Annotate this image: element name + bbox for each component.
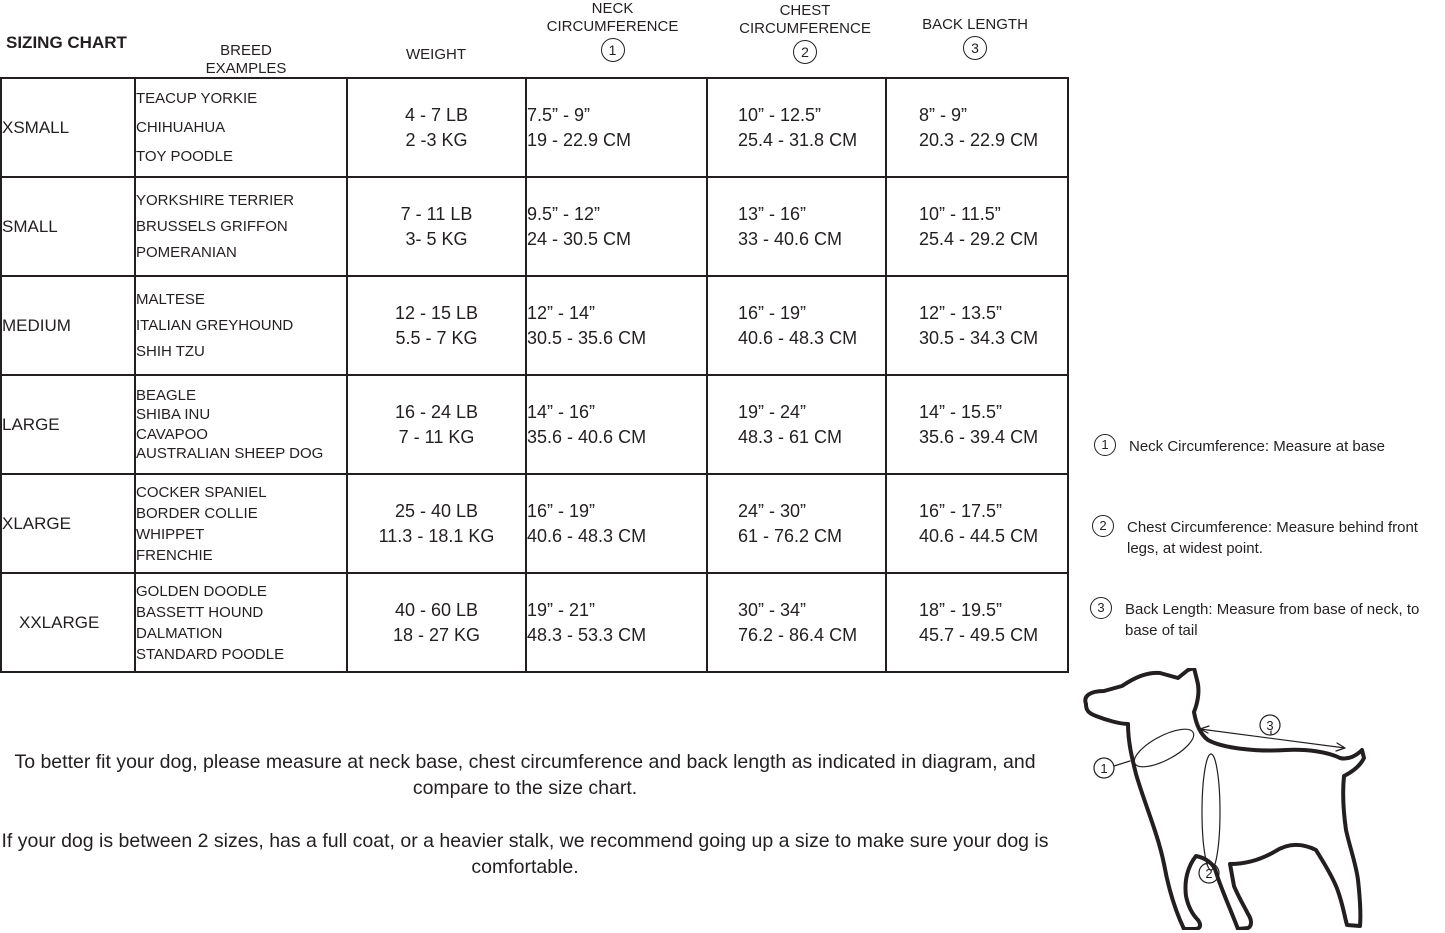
- weight-lb: 25 - 40 LB: [394, 500, 479, 521]
- size-cell: XXLARGE: [1, 573, 135, 672]
- weight-cell: [347, 78, 526, 177]
- breed-item: BASSETT HOUND: [136, 603, 264, 621]
- back-in: 14” - 15.5”: [919, 401, 1003, 422]
- chest-cm: 40.6 - 48.3 CM: [738, 327, 858, 348]
- chest-cm: 61 - 76.2 CM: [738, 525, 843, 546]
- breeds-cell: [135, 276, 347, 375]
- chest-label: 2: [1205, 866, 1213, 881]
- header-chest-label: CHEST CIRCUMFERENCE: [739, 2, 871, 37]
- breed-item: STANDARD POODLE: [136, 645, 285, 663]
- breed-item: MALTESE: [136, 290, 205, 308]
- header-neck-number: 1: [601, 38, 625, 62]
- chest-in: 19” - 24”: [738, 401, 807, 422]
- neck-cm: 30.5 - 35.6 CM: [527, 327, 647, 348]
- breed-item: BEAGLE: [136, 386, 197, 404]
- header-chest-number: 2: [793, 40, 817, 64]
- weight-kg: 18 - 27 KG: [392, 624, 481, 645]
- chest-cm: 48.3 - 61 CM: [738, 426, 843, 447]
- back-cm: 35.6 - 39.4 CM: [919, 426, 1039, 447]
- chest-cm: 76.2 - 86.4 CM: [738, 624, 858, 645]
- weight-cell: [347, 276, 526, 375]
- chest-cell: [707, 276, 886, 375]
- weight-kg: 5.5 - 7 KG: [395, 327, 478, 348]
- neck-cm: 35.6 - 40.6 CM: [527, 426, 647, 447]
- back-in: 10” - 11.5”: [919, 203, 1001, 224]
- weight-kg: 2 -3 KG: [405, 129, 468, 150]
- back-cell: [886, 573, 1068, 672]
- header-back-label: BACK LENGTH: [922, 16, 1028, 33]
- back-cell: [886, 375, 1068, 474]
- table-row: [1, 375, 1068, 474]
- fit-instructions: To better fit your dog, please measure at neck base, chest circumference and back length as indicated in diagram, and compare to the size chart.: [14, 751, 1036, 799]
- legend-text: Chest Circumference: Measure behind front legs, at widest point.: [1127, 519, 1418, 557]
- neck-cm: 40.6 - 48.3 CM: [527, 525, 647, 546]
- size-cell: LARGE: [1, 375, 135, 474]
- chest-in: 13” - 16”: [738, 203, 807, 224]
- size-cell: SMALL: [1, 177, 135, 276]
- breeds-cell: [135, 375, 347, 474]
- back-in: 16” - 17.5”: [919, 500, 1003, 521]
- back-cm: 20.3 - 22.9 CM: [919, 129, 1039, 150]
- weight-lb: 4 - 7 LB: [404, 104, 469, 125]
- size-cell: XSMALL: [1, 78, 135, 177]
- breeds-cell: [135, 573, 347, 672]
- breed-item: DALMATION: [136, 624, 223, 642]
- neck-cm: 24 - 30.5 CM: [527, 228, 632, 249]
- neck-cm: 48.3 - 53.3 CM: [527, 624, 647, 645]
- back-cell: [886, 78, 1068, 177]
- back-cm: 40.6 - 44.5 CM: [919, 525, 1039, 546]
- header-chest: [730, 2, 880, 64]
- weight-cell: [347, 375, 526, 474]
- legend-number: 1: [1094, 434, 1116, 456]
- breed-item: TEACUP YORKIE: [136, 90, 258, 107]
- header-neck: [540, 0, 685, 62]
- weight-lb: 40 - 60 LB: [394, 599, 479, 620]
- weight-cell: [347, 177, 526, 276]
- weight-lb: 7 - 11 LB: [400, 203, 473, 224]
- breed-item: GOLDEN DOODLE: [136, 582, 267, 600]
- chest-cell: [707, 375, 886, 474]
- chest-cell: [707, 78, 886, 177]
- sizing-table: [0, 77, 1069, 673]
- weight-kg: 11.3 - 18.1 KG: [378, 525, 495, 546]
- back-label: 3: [1266, 718, 1274, 733]
- chest-in: 30” - 34”: [738, 599, 807, 620]
- weight-cell: [347, 573, 526, 672]
- chest-cell: [707, 573, 886, 672]
- neck-in: 12” - 14”: [527, 302, 596, 323]
- chest-cell: [707, 177, 886, 276]
- weight-lb: 16 - 24 LB: [394, 401, 479, 422]
- breed-item: CHIHUAHUA: [136, 119, 226, 136]
- neck-in: 9.5” - 12”: [527, 203, 601, 224]
- breeds-cell: [135, 177, 347, 276]
- size-cell: XLARGE: [1, 474, 135, 573]
- breed-item: YORKSHIRE TERRIER: [136, 191, 295, 209]
- weight-lb: 12 - 15 LB: [394, 302, 479, 323]
- table-row: [1, 276, 1068, 375]
- breed-item: BRUSSELS GRIFFON: [136, 217, 288, 235]
- back-in: 12” - 13.5”: [919, 302, 1003, 323]
- dog-measurement-diagram: [1078, 668, 1370, 930]
- chest-in: 10” - 12.5”: [738, 104, 822, 125]
- weight-kg: 7 - 11 KG: [398, 426, 475, 447]
- neck-cell: [526, 276, 707, 375]
- neck-cell: [526, 573, 707, 672]
- breed-item: ITALIAN GREYHOUND: [136, 316, 294, 334]
- breed-item: AUSTRALIAN SHEEP DOG: [136, 445, 324, 462]
- back-cell: [886, 276, 1068, 375]
- neck-in: 7.5” - 9”: [527, 104, 591, 125]
- table-row: [1, 474, 1068, 573]
- back-cm: 30.5 - 34.3 CM: [919, 327, 1039, 348]
- breed-item: SHIBA INU: [136, 406, 211, 423]
- breed-item: BORDER COLLIE: [136, 504, 258, 522]
- weight-cell: [347, 474, 526, 573]
- neck-in: 19” - 21”: [527, 599, 596, 620]
- chest-in: 16” - 19”: [738, 302, 807, 323]
- size-cell: MEDIUM: [1, 276, 135, 375]
- legend-text: Neck Circumference: Measure at base: [1129, 438, 1385, 455]
- table-row: [1, 78, 1068, 177]
- chest-cell: [707, 474, 886, 573]
- breed-item: SHIH TZU: [136, 342, 205, 360]
- chest-in: 24” - 30”: [738, 500, 807, 521]
- back-cm: 25.4 - 29.2 CM: [919, 228, 1039, 249]
- weight-kg: 3- 5 KG: [405, 228, 468, 249]
- breeds-cell: [135, 78, 347, 177]
- neck-cell: [526, 375, 707, 474]
- header-back-number: 3: [963, 36, 987, 60]
- neck-measure-line: [1129, 722, 1199, 774]
- back-cm: 45.7 - 49.5 CM: [919, 624, 1039, 645]
- back-cell: [886, 474, 1068, 573]
- breed-item: COCKER SPANIEL: [136, 483, 267, 501]
- chest-measure-line: [1202, 754, 1220, 870]
- page-title: SIZING CHART: [6, 33, 127, 52]
- breeds-cell: [135, 474, 347, 573]
- header-back: [905, 16, 1045, 60]
- table-row: [1, 177, 1068, 276]
- breed-item: WHIPPET: [136, 525, 205, 543]
- back-in: 8” - 9”: [919, 104, 968, 125]
- breed-item: POMERANIAN: [136, 243, 237, 261]
- chest-cm: 25.4 - 31.8 CM: [738, 129, 858, 150]
- breed-item: CAVAPOO: [136, 425, 208, 443]
- neck-cm: 19 - 22.9 CM: [527, 129, 632, 150]
- chest-cm: 33 - 40.6 CM: [738, 228, 843, 249]
- back-cell: [886, 177, 1068, 276]
- header-neck-label: NECK CIRCUMFERENCE: [546, 0, 679, 35]
- dog-outline: [1085, 668, 1364, 929]
- header-weight: WEIGHT: [406, 46, 466, 63]
- neck-cell: [526, 474, 707, 573]
- neck-label-leader: [1114, 761, 1130, 766]
- neck-in: 16” - 19”: [527, 500, 596, 521]
- neck-label: 1: [1100, 761, 1108, 776]
- breed-item: FRENCHIE: [136, 546, 213, 564]
- back-in: 18” - 19.5”: [919, 599, 1003, 620]
- legend-number: 3: [1090, 597, 1112, 619]
- neck-cell: [526, 78, 707, 177]
- neck-in: 14” - 16”: [527, 401, 596, 422]
- table-row: [1, 573, 1068, 672]
- neck-cell: [526, 177, 707, 276]
- legend-number: 2: [1092, 515, 1114, 537]
- header-breed: BREED EXAMPLES: [205, 42, 287, 77]
- breed-item: TOY POODLE: [136, 148, 233, 165]
- size-up-advice: If your dog is between 2 sizes, has a full coat, or a heavier stalk, we recommend going up a size to make sure your dog is comfortable.: [1, 830, 1049, 878]
- legend-text: Back Length: Measure from base of neck, to base of tail: [1125, 601, 1420, 639]
